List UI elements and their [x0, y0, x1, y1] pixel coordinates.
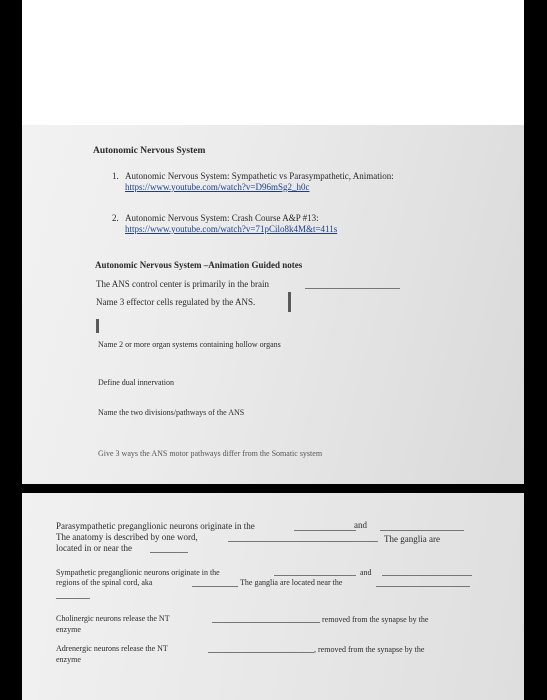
answer-blank[interactable]: [380, 530, 464, 531]
text-cursor: [96, 319, 99, 333]
paragraph-text: The anatomy is described by one word,: [56, 532, 198, 542]
document-photo-1: [22, 125, 524, 484]
guided-notes-title: Autonomic Nervous System –Animation Guided notes: [95, 260, 303, 270]
resource-title: Autonomic Nervous System: Crash Course A&P #13:: [125, 213, 319, 223]
answer-blank[interactable]: [212, 622, 320, 623]
item-number: 2.: [112, 213, 119, 223]
answer-blank[interactable]: [382, 575, 472, 576]
question-text: The ANS control center is primarily in the brain: [96, 279, 269, 289]
paragraph-text: and: [354, 520, 367, 530]
section-title: Autonomic Nervous System: [93, 146, 206, 156]
paragraph-text: Cholinergic neurons release the NT: [56, 614, 170, 623]
paragraph-text: The ganglia are located near the: [240, 578, 343, 587]
question-text: Define dual innervation: [98, 378, 174, 387]
paragraph-text: enzyme: [56, 625, 81, 634]
paragraph-text: enzyme: [56, 655, 81, 664]
resource-link[interactable]: https://www.youtube.com/watch?v=D96mSg2_h0c: [125, 182, 310, 192]
item-number: 1.: [112, 171, 119, 181]
paragraph-text: Adrenergic neurons release the NT: [56, 644, 168, 653]
answer-blank[interactable]: [376, 586, 470, 587]
answer-blank[interactable]: [274, 575, 356, 576]
question-text: Give 3 ways the ANS motor pathways differ from the Somatic system: [98, 449, 323, 458]
top-blank-area: [22, 0, 524, 125]
question-text: Name 2 or more organ systems containing hollow organs: [98, 340, 281, 349]
paragraph-text: Parasympathetic preganglionic neurons originate in the: [56, 521, 255, 531]
paragraph-text: The ganglia are: [384, 534, 440, 544]
answer-blank[interactable]: [150, 552, 188, 553]
resource-link[interactable]: https://www.youtube.com/watch?v=71pCilo8k4M&t=411s: [125, 224, 338, 234]
question-text: Name the two divisions/pathways of the ANS: [98, 408, 245, 417]
resource-title: Autonomic Nervous System: Sympathetic vs Parasympathetic, Animation:: [125, 171, 394, 181]
paragraph-text: located in or near the: [56, 543, 132, 553]
answer-blank[interactable]: [192, 586, 238, 587]
answer-blank[interactable]: [56, 598, 90, 599]
answer-blank[interactable]: [305, 288, 400, 289]
document-photo-2: [22, 493, 524, 700]
paragraph-text: removed from the synapse by the: [322, 615, 429, 624]
answer-blank[interactable]: [228, 541, 378, 542]
paragraph-text: regions of the spinal cord, aka: [56, 578, 153, 587]
answer-blank[interactable]: [208, 652, 314, 653]
question-text: Name 3 effector cells regulated by the ANS.: [96, 297, 256, 307]
paragraph-text: , removed from the synapse by the: [314, 645, 425, 654]
paragraph-text: Sympathetic preganglionic neurons originate in the: [56, 568, 220, 577]
text-cursor: [288, 292, 291, 312]
answer-blank[interactable]: [294, 530, 356, 531]
paragraph-text: and: [360, 568, 372, 577]
